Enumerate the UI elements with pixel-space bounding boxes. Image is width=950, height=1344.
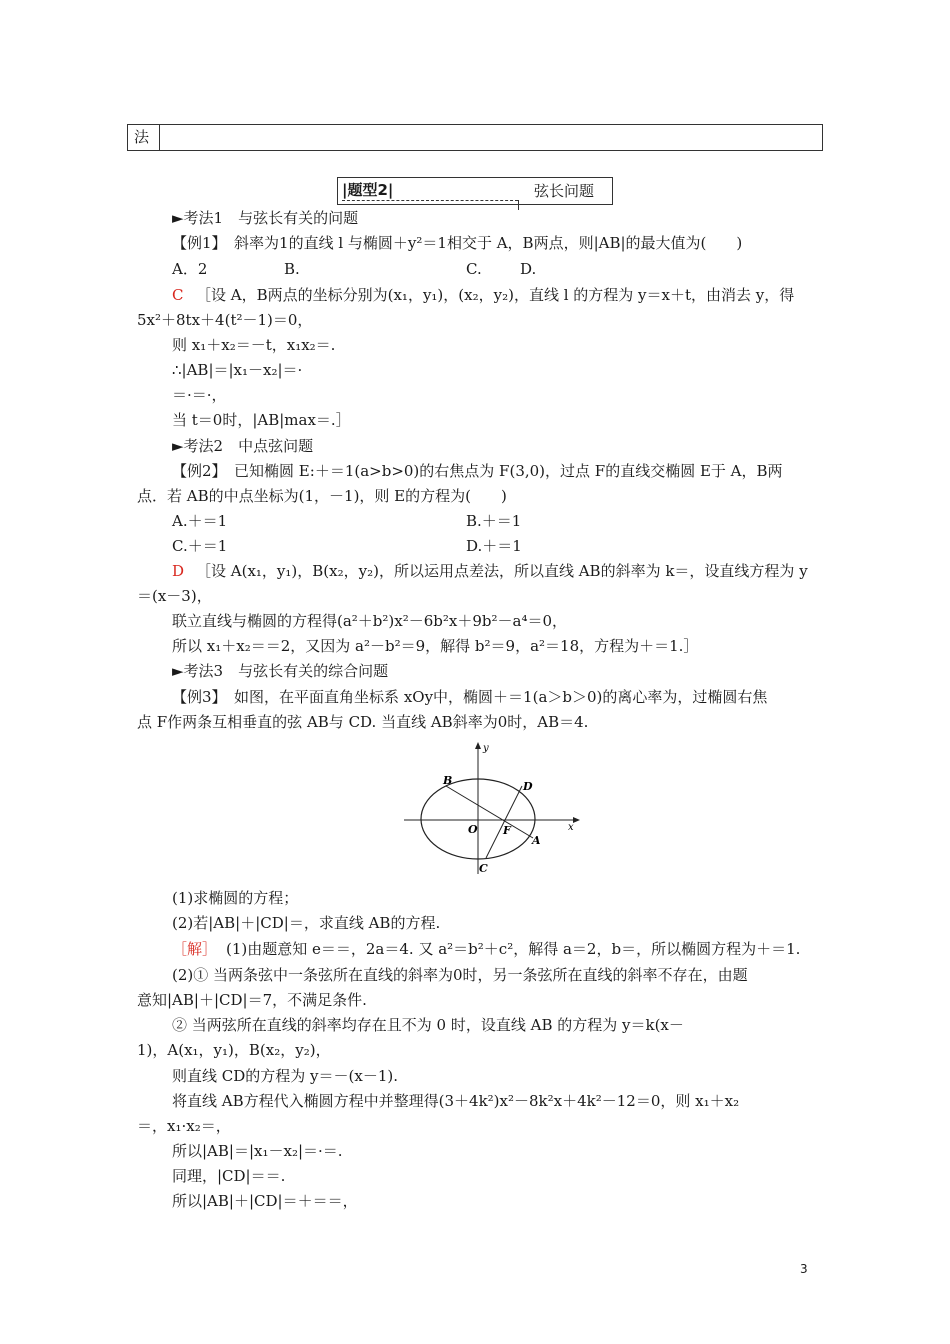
answer-2: D	[172, 562, 185, 580]
ellipse-figure	[400, 738, 590, 878]
solution-1-line-4: ∴|AB|＝|x₁－x₂|＝·	[172, 361, 303, 379]
solution-3-line-5: 1)，A(x₁，y₁)，B(x₂，y₂)，	[137, 1041, 331, 1059]
label-f: F	[503, 824, 511, 837]
section-header	[337, 177, 613, 205]
label-d: D	[523, 780, 533, 793]
method-3-heading: ►考法3 与弦长有关的综合问题	[172, 662, 389, 680]
solution-2-line-1: ［设 A(x₁，y₁)，B(x₂，y₂)，所以运用点差法，所以直线 AB的斜率为 k＝，设直线方程为 y	[196, 562, 808, 580]
x-axis-arrow	[573, 817, 580, 823]
solution-3-line-6: 则直线 CD的方程为 y＝－(x－1).	[172, 1067, 398, 1085]
section-title: 弦长问题	[534, 182, 595, 200]
method-2-heading: ►考法2 中点弦问题	[172, 437, 314, 455]
label-b: B	[443, 774, 453, 787]
solution-3-line-8: ＝，x₁·x₂＝，	[137, 1117, 231, 1135]
example-3-question-1: 【例3】 如图，在平面直角坐标系 xOy中，椭圆＋＝1(a＞b＞0)的离心率为，过椭圆右焦	[172, 688, 768, 706]
solution-1-line-3: 则 x₁＋x₂＝－t，x₁x₂＝.	[172, 336, 336, 354]
method-1-heading: ►考法1 与弦长有关的问题	[172, 209, 359, 227]
option-d-2: D.＋＝1	[466, 537, 522, 555]
solution-1-line-2: 5x²＋8tx＋4(t²－1)＝0，	[137, 311, 313, 329]
badge-tick	[518, 200, 519, 210]
label-o: O	[468, 823, 478, 836]
chord-ab	[446, 786, 533, 838]
solution-3-line-3: 意知|AB|＋|CD|＝7，不满足条件.	[137, 991, 367, 1009]
option-a-2: A.＋＝1	[172, 512, 228, 530]
solution-1-line-5: ＝·＝·，	[172, 386, 227, 404]
example-1-question: 【例1】 斜率为1的直线 l 与椭圆＋y²＝1相交于 A，B两点，则|AB|的最大值为( )	[172, 234, 743, 252]
example-2-question-1: 【例2】 已知椭圆 E:＋＝1(a>b>0)的右焦点为 F(3,0)，过点 F的直线交椭圆 E于 A，B两	[172, 462, 783, 480]
label-y: y	[483, 743, 489, 754]
label-c: C	[479, 862, 488, 875]
solution-3-line-7: 将直线 AB方程代入椭圆方程中并整理得(3＋4k²)x²－8k²x＋4k²－12＝0，则 x₁＋x₂	[172, 1092, 740, 1110]
option-c-2: C.＋＝1	[172, 537, 228, 555]
solution-2-line-4: 所以 x₁＋x₂＝＝2，又因为 a²－b²＝9，解得 b²＝9，a²＝18，方程为＋＝1.］	[172, 637, 699, 655]
solution-3-line-4: ② 当两弦所在直线的斜率均存在且不为 0 时，设直线 AB 的方程为 y＝k(x－	[172, 1016, 684, 1034]
solution-2-line-3: 联立直线与椭圆的方程得(a²＋b²)x²－6b²x＋9b²－a⁴＝0，	[172, 612, 568, 630]
solution-2-line-2: ＝(x－3)，	[137, 587, 212, 605]
example-3-question-2: 点 F作两条互相垂直的弦 AB与 CD. 当直线 AB斜率为0时，AB＝4.	[137, 713, 589, 731]
example-2-question-2: 点．若 AB的中点坐标为(1，－1)，则 E的方程为( )	[137, 487, 507, 505]
option-c: C.	[466, 260, 482, 278]
section-badge: |题型2|	[342, 181, 394, 199]
label-x: x	[568, 822, 574, 833]
solution-label: ［解］	[172, 940, 218, 958]
solution-3-line-9: 所以|AB|＝|x₁－x₂|＝·＝.	[172, 1142, 343, 1160]
answer-1: C	[172, 286, 184, 304]
solution-3-line-11: 所以|AB|＋|CD|＝＋＝＝，	[172, 1192, 358, 1210]
y-axis-arrow	[475, 742, 481, 749]
solution-1-line-1: ［设 A，B两点的坐标分别为(x₁，y₁)，(x₂，y₂)，直线 l 的方程为 y＝x＋t，由消去 y，得	[196, 286, 795, 304]
option-b-2: B.＋＝1	[466, 512, 522, 530]
page-number: 3	[800, 1262, 808, 1276]
question-3-2: (2)若|AB|＋|CD|＝，求直线 AB的方程.	[172, 914, 441, 932]
solution-3-line-1: (1)由题意知 e＝＝，2a＝4. 又 a²＝b²＋c²，解得 a＝2，b＝，所以椭圆方程为＋＝1.	[226, 940, 801, 958]
option-a: A．2	[172, 260, 208, 278]
method-table	[127, 124, 823, 151]
solution-3-line-10: 同理，|CD|＝＝.	[172, 1167, 286, 1185]
solution-3-line-2: (2)① 当两条弦中一条弦所在直线的斜率为0时，另一条弦所在直线的斜率不存在，由题	[172, 966, 748, 984]
question-3-1: (1)求椭圆的方程；	[172, 889, 299, 907]
badge-dashed-line	[342, 200, 518, 201]
chord-cd	[486, 786, 522, 858]
option-d: D.	[520, 260, 537, 278]
label-a: A	[532, 834, 541, 847]
option-b: B.	[284, 260, 300, 278]
solution-1-line-6: 当 t＝0时，|AB|max＝.］	[172, 411, 351, 429]
table-cell-label: 法	[128, 125, 160, 150]
